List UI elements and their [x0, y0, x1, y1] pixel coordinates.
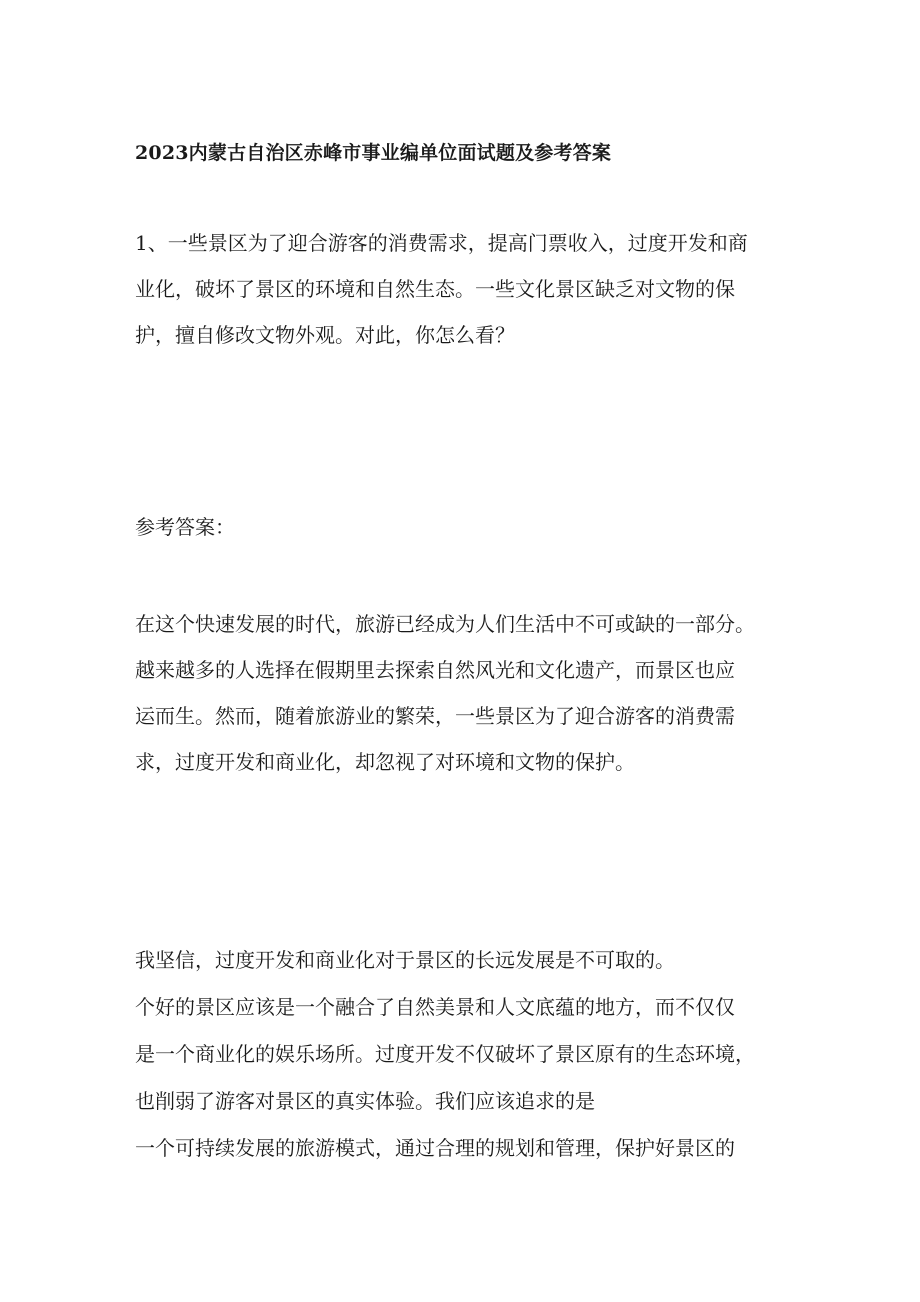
paragraph-line: 也削弱了游客对景区的真实体验。我们应该追求的是: [135, 1089, 595, 1113]
question-line: 护，擅自修改文物外观。对此，你怎么看？: [135, 323, 515, 347]
answer-paragraph-1: [135, 601, 815, 785]
paragraph-line: 个好的景区应该是一个融合了自然美景和人文底蕴的地方，而不仅仅: [135, 995, 735, 1019]
answer-paragraph-2: [135, 937, 815, 1172]
question-paragraph: [135, 220, 815, 358]
document-title: 2023内蒙古自治区赤峰市事业编单位面试题及参考答案: [135, 142, 612, 164]
paragraph-line: 运而生。然而，随着旅游业的繁荣，一些景区为了迎合游客的消费需: [135, 704, 735, 728]
question-line: 业化，破坏了景区的环境和自然生态。一些文化景区缺乏对文物的保: [135, 277, 735, 301]
paragraph-line: 在这个快速发展的时代，旅游已经成为人们生活中不可或缺的一部分。: [135, 612, 755, 636]
paragraph-line: 越来越多的人选择在假期里去探索自然风光和文化遗产，而景区也应: [135, 658, 735, 682]
paragraph-line: 我坚信，过度开发和商业化对于景区的长远发展是不可取的。: [135, 948, 675, 972]
paragraph-line: 求，过度开发和商业化，却忽视了对环境和文物的保护。: [135, 750, 635, 774]
paragraph-line: 一个可持续发展的旅游模式，通过合理的规划和管理，保护好景区的: [135, 1136, 735, 1160]
question-line: 1、一些景区为了迎合游客的消费需求，提高门票收入，过度开发和商: [135, 231, 748, 255]
answer-label-text: 参考答案：: [135, 515, 235, 539]
answer-label: [135, 508, 815, 546]
paragraph-line: 是一个商业化的娱乐场所。过度开发不仅破坏了景区原有的生态环境，: [135, 1042, 755, 1066]
